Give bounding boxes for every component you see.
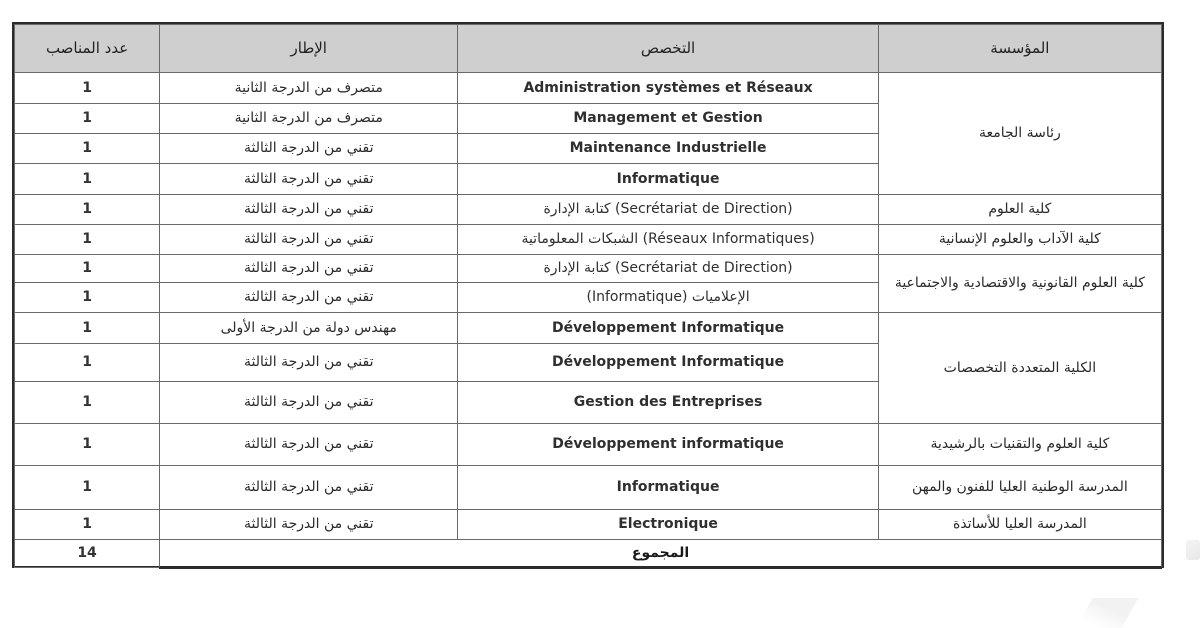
table-row <box>15 73 1162 104</box>
total-label: المجموع <box>160 540 1162 568</box>
row-frame: تقني من الدرجة الثالثة <box>160 382 458 424</box>
table-row <box>15 195 1162 225</box>
row-specialty: Administration systèmes et Réseaux <box>458 73 878 104</box>
row-frame: تقني من الدرجة الثالثة <box>160 164 458 195</box>
row-specialty: (Réseaux Informatiques) الشبكات المعلوماتية <box>458 225 878 255</box>
header-specialty: التخصص <box>458 25 878 73</box>
row-count: 1 <box>15 466 160 510</box>
positions-table-sheet <box>12 22 1164 568</box>
row-frame: تقني من الدرجة الثالثة <box>160 344 458 382</box>
row-frame: تقني من الدرجة الثالثة <box>160 283 458 313</box>
row-specialty: Développement informatique <box>458 424 878 466</box>
header-frame: الإطار <box>160 25 458 73</box>
row-count: 1 <box>15 104 160 134</box>
watermark-shape <box>1075 598 1138 628</box>
row-frame: تقني من الدرجة الثالثة <box>160 510 458 540</box>
header-count: عدد المناصب <box>15 25 160 73</box>
table-row <box>15 255 1162 283</box>
table-row <box>15 466 1162 510</box>
row-specialty: الإعلاميات (Informatique) <box>458 283 878 313</box>
institution-multidisciplinary: الكلية المتعددة التخصصات <box>878 313 1161 424</box>
header-institution: المؤسسة <box>878 25 1161 73</box>
row-count: 1 <box>15 510 160 540</box>
row-specialty: Développement Informatique <box>458 344 878 382</box>
institution-rachidia: كلية العلوم والتقنيات بالرشيدية <box>878 424 1161 466</box>
positions-table <box>14 24 1162 569</box>
row-specialty: Informatique <box>458 164 878 195</box>
row-frame: تقني من الدرجة الثالثة <box>160 466 458 510</box>
row-frame: تقني من الدرجة الثالثة <box>160 195 458 225</box>
row-count: 1 <box>15 195 160 225</box>
row-frame: تقني من الدرجة الثالثة <box>160 255 458 283</box>
row-count: 1 <box>15 313 160 344</box>
row-frame: متصرف من الدرجة الثانية <box>160 104 458 134</box>
row-specialty: Développement Informatique <box>458 313 878 344</box>
row-count: 1 <box>15 225 160 255</box>
row-specialty: Electronique <box>458 510 878 540</box>
row-count: 1 <box>15 382 160 424</box>
institution-presidency: رئاسة الجامعة <box>878 73 1161 195</box>
row-specialty: (Secrétariat de Direction) كتابة الإدارة <box>458 255 878 283</box>
row-specialty: Management et Gestion <box>458 104 878 134</box>
watermark-shape <box>1186 540 1200 560</box>
row-count: 1 <box>15 164 160 195</box>
table-row <box>15 225 1162 255</box>
row-frame: تقني من الدرجة الثالثة <box>160 424 458 466</box>
row-frame: تقني من الدرجة الثالثة <box>160 225 458 255</box>
institution-ensam: المدرسة الوطنية العليا للفنون والمهن <box>878 466 1161 510</box>
institution-letters: كلية الآداب والعلوم الإنسانية <box>878 225 1161 255</box>
table-row <box>15 313 1162 344</box>
row-count: 1 <box>15 255 160 283</box>
row-count: 1 <box>15 134 160 164</box>
table-row <box>15 510 1162 540</box>
total-count: 14 <box>15 540 160 568</box>
row-count: 1 <box>15 283 160 313</box>
institution-sciences: كلية العلوم <box>878 195 1161 225</box>
row-specialty: Maintenance Industrielle <box>458 134 878 164</box>
institution-law: كلية العلوم القانونية والاقتصادية والاجتماعية <box>878 255 1161 313</box>
row-specialty: (Secrétariat de Direction) كتابة الإدارة <box>458 195 878 225</box>
table-header-row <box>15 25 1162 73</box>
row-frame: مهندس دولة من الدرجة الأولى <box>160 313 458 344</box>
table-row <box>15 424 1162 466</box>
row-specialty: Gestion des Entreprises <box>458 382 878 424</box>
row-count: 1 <box>15 424 160 466</box>
row-frame: متصرف من الدرجة الثانية <box>160 73 458 104</box>
row-count: 1 <box>15 344 160 382</box>
row-count: 1 <box>15 73 160 104</box>
institution-ens: المدرسة العليا للأساتذة <box>878 510 1161 540</box>
row-frame: تقني من الدرجة الثالثة <box>160 134 458 164</box>
total-row <box>15 540 1162 568</box>
row-specialty: Informatique <box>458 466 878 510</box>
